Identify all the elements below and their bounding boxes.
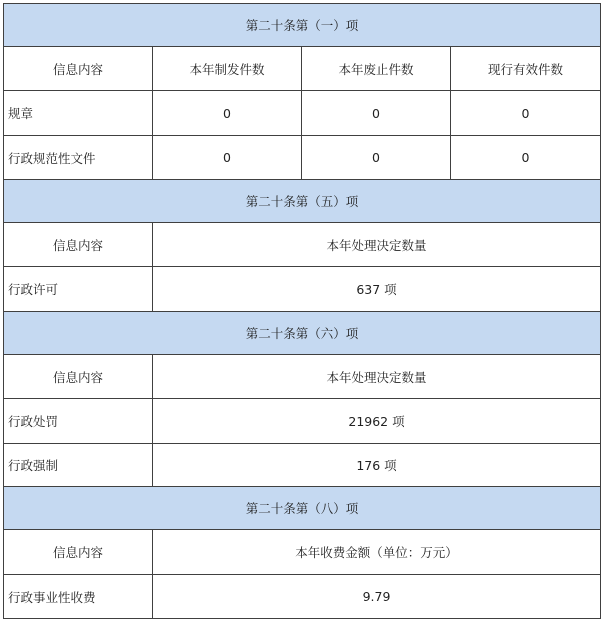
- row-label: 行政许可: [4, 267, 153, 312]
- header-cell: 信息内容: [4, 223, 153, 267]
- header-cell: 现行有效件数: [451, 47, 601, 91]
- value-cell: 0: [451, 136, 601, 180]
- column-header-row: [4, 355, 601, 399]
- table-row: [4, 444, 601, 487]
- header-cell: 本年废止件数: [302, 47, 451, 91]
- table-row: [4, 575, 601, 619]
- section-title: 第二十条第（一）项: [4, 4, 601, 47]
- value-cell: 0: [153, 91, 302, 136]
- row-label: 行政事业性收费: [4, 575, 153, 619]
- section-title: 第二十条第（五）项: [4, 180, 601, 223]
- value-cell: 637 项: [153, 267, 601, 312]
- header-cell: 信息内容: [4, 530, 153, 575]
- row-label: 行政规范性文件: [4, 136, 153, 180]
- section-header-row: [4, 4, 601, 47]
- section-header-row: [4, 180, 601, 223]
- value-cell: 176 项: [153, 444, 601, 487]
- header-cell: 本年收费金额（单位：万元）: [153, 530, 601, 575]
- header-cell: 信息内容: [4, 47, 153, 91]
- column-header-row: [4, 530, 601, 575]
- header-cell: 信息内容: [4, 355, 153, 399]
- header-cell: 本年处理决定数量: [153, 355, 601, 399]
- column-header-row: [4, 47, 601, 91]
- header-cell: 本年处理决定数量: [153, 223, 601, 267]
- disclosure-table: [3, 3, 601, 619]
- row-label: 行政处罚: [4, 399, 153, 444]
- value-cell: 0: [302, 91, 451, 136]
- value-cell: 0: [451, 91, 601, 136]
- header-cell: 本年制发件数: [153, 47, 302, 91]
- table-row: [4, 136, 601, 180]
- section-title: 第二十条第（八）项: [4, 487, 601, 530]
- section-header-row: [4, 312, 601, 355]
- section-header-row: [4, 487, 601, 530]
- section-title: 第二十条第（六）项: [4, 312, 601, 355]
- row-label: 规章: [4, 91, 153, 136]
- table-row: [4, 399, 601, 444]
- table-row: [4, 91, 601, 136]
- column-header-row: [4, 223, 601, 267]
- row-label: 行政强制: [4, 444, 153, 487]
- value-cell: 9.79: [153, 575, 601, 619]
- value-cell: 0: [302, 136, 451, 180]
- table-row: [4, 267, 601, 312]
- value-cell: 0: [153, 136, 302, 180]
- value-cell: 21962 项: [153, 399, 601, 444]
